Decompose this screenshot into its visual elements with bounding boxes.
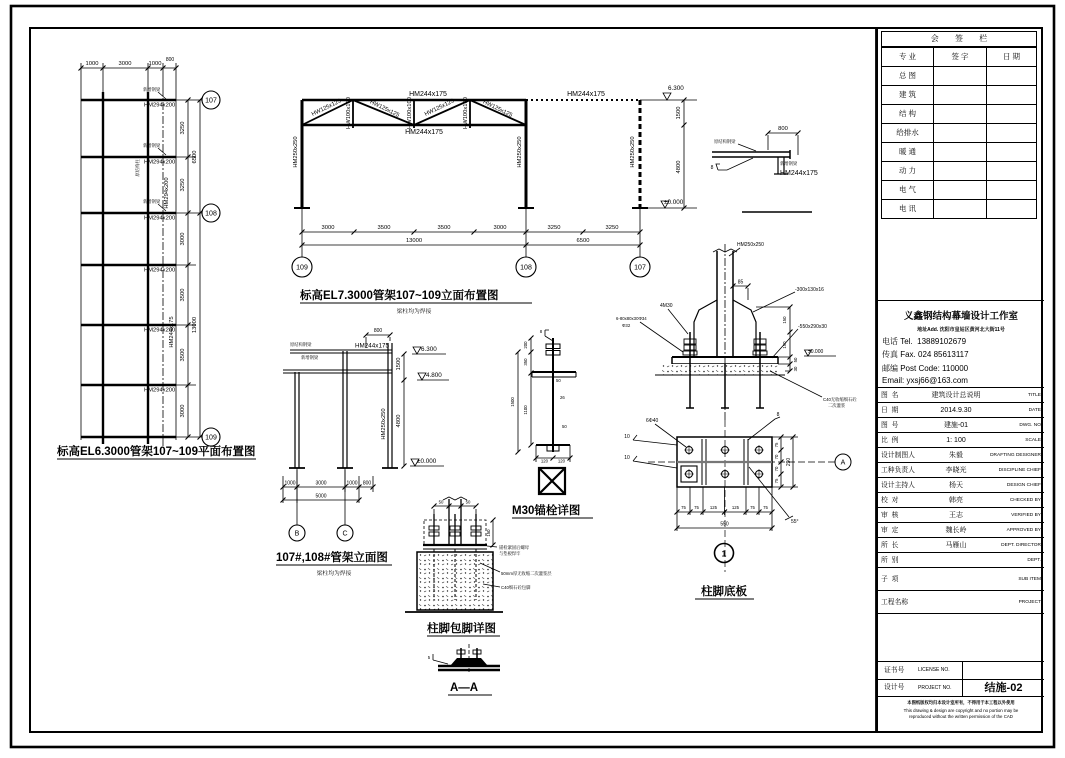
dim-label: 70	[774, 466, 779, 472]
weld-size-label: 8	[776, 412, 780, 418]
grid-bubble-label: 107	[205, 97, 217, 105]
tb-row-scale: 比 例 1: 100 SCALE	[878, 433, 1044, 448]
tb-row-project: 工程名称 PROJECT	[878, 591, 1044, 614]
plate-label: -550x290x30	[798, 324, 827, 330]
signature-row	[882, 104, 1036, 123]
plate-label: -300x130x16	[795, 287, 824, 293]
company-name: 义鑫钢结构幕墙设计工作室	[903, 311, 1018, 322]
tb-row-subitem: 子 项 SUB ITEM	[878, 568, 1044, 591]
tb-row-verified: 审 核 王志 VERIFIED BY	[878, 508, 1044, 523]
dim-label: 3250	[180, 178, 186, 192]
dim-label: 150	[782, 341, 787, 349]
member-label: HM250x250	[381, 408, 387, 440]
tb-row-dept: 所 别 DEPT.	[878, 553, 1044, 568]
member-label: HM244x175	[780, 170, 818, 177]
tb-row-title: 图 名 建筑设计总说明 TITLE	[878, 388, 1044, 403]
discipline-label: 动 力	[882, 162, 934, 180]
frame-elevation	[276, 328, 449, 577]
drawing-subtitle: 梁柱均为焊接	[396, 309, 432, 315]
member-label: HM294x200	[144, 267, 176, 274]
dim-label: 1100	[523, 405, 528, 415]
dim-label: 50	[562, 424, 567, 429]
note: 与垫板焊牢	[499, 551, 521, 556]
tag-new-beam: 新增钢梁	[780, 161, 798, 166]
tb-row-project-no: 设计号 PROJECT NO. 结施-02	[878, 680, 1044, 697]
member-label: HW125x125	[368, 99, 401, 119]
dim-label: 800	[362, 480, 372, 487]
member-label: HM244x175	[355, 342, 389, 350]
tb-row-dwgno: 图 号 建施-01 DWG. NO	[878, 418, 1044, 433]
tag-orig-col: 原结构柱	[135, 159, 140, 177]
member-label: HM294x200	[144, 102, 176, 109]
copyright-cn: 本图纸版权均归本设计室所有，不得用于本工程以外使用	[907, 700, 1015, 705]
drawing-title-anchor: M30锚栓详图	[512, 505, 581, 517]
member-label: HM244x175	[405, 129, 443, 136]
base-plate-plan	[624, 412, 851, 599]
dim-label: 70	[774, 454, 779, 460]
dim-label: 3000	[493, 225, 507, 231]
level-label: ±0.000	[808, 349, 824, 355]
signature-row	[882, 142, 1036, 161]
weld-size-label: 10	[624, 434, 630, 440]
discipline-label: 建 筑	[882, 86, 934, 104]
dim-label: 26	[560, 395, 565, 400]
dim-label: 30	[793, 366, 798, 372]
hole-label: 6Φ40	[646, 418, 659, 424]
bolt-label: 4M30	[660, 303, 673, 309]
dim-label: 1000	[85, 61, 99, 67]
tag-orig-beam: 原结构钢梁	[290, 342, 312, 347]
tag-orig-beam: 原结构钢梁	[714, 139, 736, 144]
level-label: 4.800	[426, 372, 442, 379]
column-base-elevation	[616, 242, 857, 420]
dim-label: 75	[774, 442, 779, 448]
title-block-rows	[878, 388, 1044, 730]
copyright-en: This drawing & design are copyright and no portion may be	[903, 707, 1019, 713]
tag-new-beam: 新增钢梁	[143, 199, 161, 204]
dim-label: 3250	[547, 225, 561, 231]
weld-size-label: 10	[624, 455, 630, 461]
signature-row	[882, 161, 1036, 180]
company-postcode: 邮编 Post Code: 110000	[882, 363, 969, 373]
member-label: HM244x175	[567, 91, 605, 98]
copyright-note	[878, 697, 1044, 730]
dim-label: 4800	[676, 160, 682, 174]
dim-label: 1500	[510, 397, 515, 407]
dim-label: 85	[737, 279, 744, 286]
dim-label: 5000	[315, 493, 327, 500]
detail-bubble-label: 1	[721, 548, 727, 559]
tb-row-discipline-chief: 工种负责人 李晓光 DISCIPLINE CHIEF	[878, 463, 1044, 478]
member-label: HW100x100	[463, 97, 469, 129]
note: 锚栓紧固后螺母	[499, 545, 530, 550]
dim-label: 3000	[315, 480, 327, 487]
tag-new-beam: 新增钢梁	[301, 355, 319, 360]
dim-label: 125	[709, 505, 718, 510]
member-label: HM294x200	[144, 387, 176, 394]
dim-label: 13000	[405, 238, 423, 244]
level-label: ±0.000	[417, 458, 437, 465]
member-label: HM294x200	[144, 159, 176, 166]
grid-bubble-label: 109	[296, 264, 308, 272]
dim-label: 75	[750, 505, 755, 510]
grid-bubble-label: 108	[520, 264, 532, 272]
dim-label: 120	[540, 458, 549, 464]
dim-label: 75	[694, 505, 699, 510]
member-label: HM250x250	[517, 136, 523, 168]
drawing-title-elevation: 标高EL7.3000管架107~109立面布置图	[300, 290, 499, 302]
signature-row	[882, 199, 1036, 218]
col-header: 专 业	[882, 48, 934, 66]
signature-table-header-row	[882, 47, 1036, 66]
member-label: HM294x200	[144, 215, 176, 222]
discipline-label: 电 气	[882, 181, 934, 199]
member-label: HM294x200	[164, 177, 170, 209]
tb-row-date: 日 期 2014.9.30 DATE	[878, 403, 1044, 418]
tag-new-beam: 新增钢梁	[143, 87, 161, 92]
dim-label: 6500	[192, 150, 198, 164]
dim-label: 3250	[180, 121, 186, 135]
signature-row	[882, 123, 1036, 142]
signature-row	[882, 180, 1036, 199]
dim-label: 550	[720, 521, 729, 528]
discipline-label: 电 讯	[882, 200, 934, 218]
dim-label: 75	[774, 478, 779, 484]
section-aa	[428, 644, 500, 695]
dim-label: 3000	[321, 225, 335, 231]
note: C40无收缩细石砼	[823, 397, 857, 402]
discipline-label: 暖 通	[882, 143, 934, 161]
dim-label: 150	[782, 316, 787, 324]
title-block	[876, 28, 1042, 732]
note: 50mm厚无收缩二次灌浆层	[501, 571, 552, 576]
grid-bubble-label: B	[294, 530, 300, 538]
company-address: 地址Add. 沈阳市皇姑区黄河北大街11号	[917, 327, 1005, 333]
note: 二次灌浆	[828, 403, 846, 408]
drawing-subtitle: 梁柱均为焊接	[316, 571, 352, 577]
member-label: HM250x250	[630, 136, 636, 168]
washer-label: Φ32	[622, 323, 631, 328]
dim-label: 290	[786, 457, 792, 467]
dim-label: 1500	[676, 106, 682, 120]
company-info	[878, 300, 1044, 388]
axis-bubble-label: A	[840, 459, 846, 467]
tb-row-approved: 审 定 魏长岭 APPROVED BY	[878, 523, 1044, 538]
discipline-label: 总 图	[882, 67, 934, 85]
dim-label: 1000	[148, 61, 162, 67]
dim-label: 800	[778, 126, 788, 132]
dim-label: 50	[556, 378, 561, 383]
dim-label: 1000	[346, 480, 358, 487]
company-tel: 电话 Tel. 13889102679	[882, 336, 967, 346]
dim-label: 350	[523, 358, 528, 366]
plan-view	[56, 57, 256, 459]
dim-label: 1000	[284, 480, 296, 487]
dim-label: 3000	[180, 404, 186, 418]
dim-label: 4800	[396, 414, 402, 428]
grid-bubble-label: 108	[205, 210, 217, 218]
grid-bubble-label: C	[342, 530, 348, 538]
company-fax: 传真 Fax. 024 85613117	[882, 350, 969, 359]
dim-label: 200	[523, 341, 528, 349]
project-number: 结施-02	[962, 680, 1044, 696]
dim-label: 3500	[437, 225, 451, 231]
dim-label: 125	[731, 505, 740, 510]
dim-label: 75	[763, 505, 768, 510]
grid-bubble-label: 109	[205, 434, 217, 442]
member-label: HW100x100	[407, 97, 413, 129]
signature-row	[882, 85, 1036, 104]
signature-row	[882, 66, 1036, 85]
dim-label: 50	[465, 499, 471, 505]
project-name-box	[878, 614, 1044, 662]
dim-label: 120	[557, 458, 566, 464]
dim-label: 3500	[180, 348, 186, 362]
dim-label: 800	[165, 57, 175, 63]
signature-table	[881, 31, 1037, 219]
col-header: 签 字	[934, 48, 987, 66]
col-header: 日 期	[1002, 52, 1021, 61]
member-label: HW100x100	[346, 97, 352, 129]
dim-label: 3000	[118, 61, 132, 67]
dim-label: 3250	[605, 225, 619, 231]
dim-label: 50	[793, 357, 798, 363]
angle-label: 55°	[791, 519, 799, 525]
tb-row-checked: 校 对 韩亮 CHECKED BY	[878, 493, 1044, 508]
copyright-en: reproduced without the written permission of the CAD	[909, 714, 1013, 719]
dim-label: 3500	[180, 288, 186, 302]
member-label: HM244x175	[409, 91, 447, 98]
dim-label: 6500	[576, 238, 590, 244]
member-label: HM294x200	[144, 327, 176, 334]
member-label: HW125x125	[481, 99, 514, 119]
weld-size-label: 8	[539, 329, 543, 334]
note: C40细石砼包脚	[501, 585, 531, 590]
tb-row-license: 证书号 LICENSE NO.	[878, 662, 1044, 680]
member-label: HW125x125	[310, 98, 343, 118]
dim-label: 50	[438, 499, 444, 505]
dim-label: 75	[681, 505, 686, 510]
tb-row-design-chief: 设计主持人 杨天 DESIGN CHIEF	[878, 478, 1044, 493]
tb-row-drafter: 设计制图人 朱毅 DRAFTING DESIGNER	[878, 448, 1044, 463]
elevation-view	[292, 85, 697, 315]
drawing-title-plan: 标高EL6.3000管架107~109平面布置图	[57, 446, 256, 458]
company-email: Email: yxsj66@163.com	[882, 376, 968, 385]
member-label: HM250x250	[737, 242, 764, 248]
dim-label: 1500	[396, 357, 402, 371]
dim-label: 13000	[192, 316, 198, 334]
weld-size-label: 5	[427, 655, 431, 660]
washer-label: 6-80x80x30Φ34	[616, 316, 647, 321]
anchor-bolt-detail	[510, 329, 593, 518]
drawing-title-encasement: 柱脚包脚详图	[427, 623, 496, 635]
grid-bubble-label: 107	[634, 264, 646, 272]
dim-label: 3500	[377, 225, 391, 231]
dim-label: 800	[373, 328, 383, 334]
discipline-label: 给排水	[882, 124, 934, 142]
level-label: 6.300	[421, 346, 437, 353]
member-label: HM250x250	[293, 136, 299, 168]
beam-connection-detail	[711, 126, 818, 212]
drawing-title-frame: 107#,108#管架立面图	[276, 552, 388, 564]
dim-label: 150	[486, 529, 491, 537]
signature-table-title: 会 签 栏	[882, 32, 1036, 47]
dim-label: 3000	[180, 232, 186, 246]
member-label: HM244x175	[169, 316, 175, 348]
member-label: HW125x125	[423, 98, 456, 118]
weld-size-label: 8	[710, 165, 714, 171]
drawing-title-baseplate: 柱脚底板	[701, 586, 747, 598]
discipline-label: 结 构	[882, 105, 934, 123]
tb-row-director: 所 长 马雁山 DEPT. DIRECTOR	[878, 538, 1044, 553]
level-label: 6.300	[668, 85, 684, 92]
tag-new-beam: 新增钢梁	[143, 143, 161, 148]
drawing-title-aa: A—A	[450, 682, 479, 694]
level-label: ±0.000	[664, 199, 684, 206]
